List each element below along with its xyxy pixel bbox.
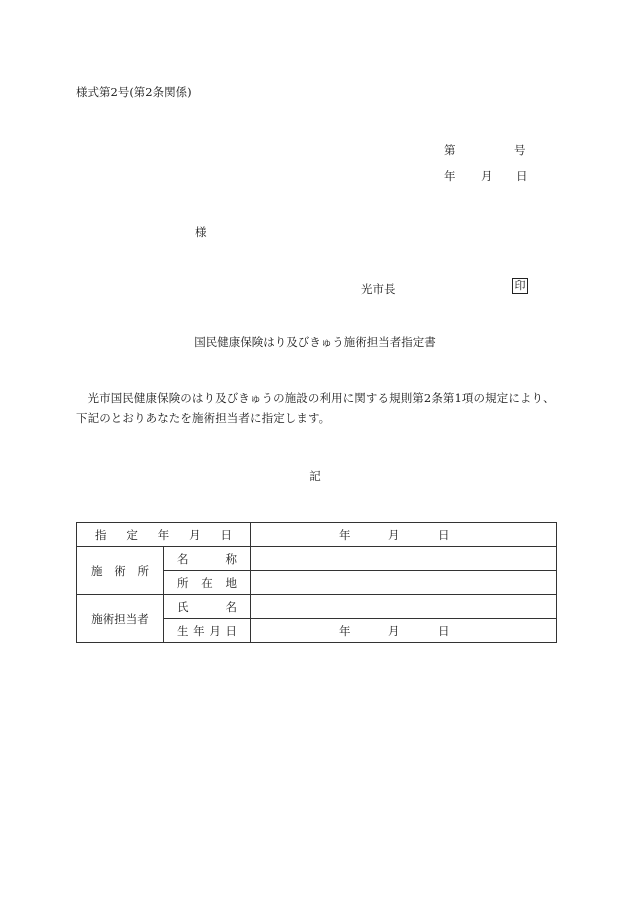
practitioner-name-field[interactable] <box>251 595 557 619</box>
label-char: 施 <box>91 563 103 578</box>
label-char: 年 <box>193 623 205 638</box>
body-paragraph: 光市国民健康保険のはり及びきゅうの施設の利用に関する規則第2条第1項の規定により、下記のとおりあなたを施術担当者に指定します。 <box>76 391 555 425</box>
label-char: 月 <box>189 527 201 542</box>
label-char: 名 <box>177 551 189 566</box>
clinic-address-label <box>164 571 251 595</box>
date-year: 年 <box>339 527 351 542</box>
label-char: 所 <box>137 563 149 578</box>
date-day: 日 <box>438 527 450 542</box>
ki-heading: 記 <box>309 469 321 483</box>
issue-date-month: 月 <box>481 169 493 183</box>
practitioner-name-label <box>164 595 251 619</box>
label-char: 地 <box>225 575 237 590</box>
practitioner-label: 施術担当者 <box>77 595 164 643</box>
clinic-name-label <box>164 547 251 571</box>
clinic-name-field[interactable] <box>251 547 557 571</box>
table-row <box>77 547 557 571</box>
document-title: 国民健康保険はり及びきゅう施術担当者指定書 <box>194 335 436 349</box>
clinic-address-field[interactable] <box>251 571 557 595</box>
designation-date-label <box>77 523 251 547</box>
label-char: 所 <box>177 575 189 590</box>
practitioner-birth-value[interactable] <box>251 619 557 643</box>
label-char: 在 <box>201 575 213 590</box>
table-row <box>77 595 557 619</box>
seal-stamp: 印 <box>512 278 528 294</box>
label-char: 定 <box>126 527 138 542</box>
addressee-honorific: 様 <box>195 225 207 239</box>
form-number: 様式第2号(第2条関係) <box>76 85 192 99</box>
label-char: 名 <box>225 599 237 614</box>
practitioner-birth-label <box>164 619 251 643</box>
date-month: 月 <box>388 623 400 638</box>
reference-number-suffix: 号 <box>514 143 526 157</box>
label-char: 年 <box>157 527 170 542</box>
issuer-name: 光市長 <box>361 282 396 296</box>
clinic-label <box>77 547 164 595</box>
date-day: 日 <box>438 623 450 638</box>
issue-date-day: 日 <box>516 169 528 183</box>
designation-table <box>76 522 557 643</box>
label-char: 日 <box>220 527 232 542</box>
label-char: 術 <box>114 563 126 578</box>
issue-date-year: 年 <box>444 169 456 183</box>
label-char: 生 <box>177 623 189 638</box>
label-char: 指 <box>95 527 107 542</box>
label-char: 月 <box>209 623 221 638</box>
label-char: 日 <box>225 623 237 638</box>
designation-date-value[interactable] <box>251 523 557 547</box>
reference-number-label: 第 <box>444 143 456 157</box>
date-year: 年 <box>339 623 351 638</box>
date-month: 月 <box>388 527 400 542</box>
label-char: 氏 <box>177 599 189 614</box>
label-char: 称 <box>225 551 237 566</box>
table-row <box>77 523 557 547</box>
